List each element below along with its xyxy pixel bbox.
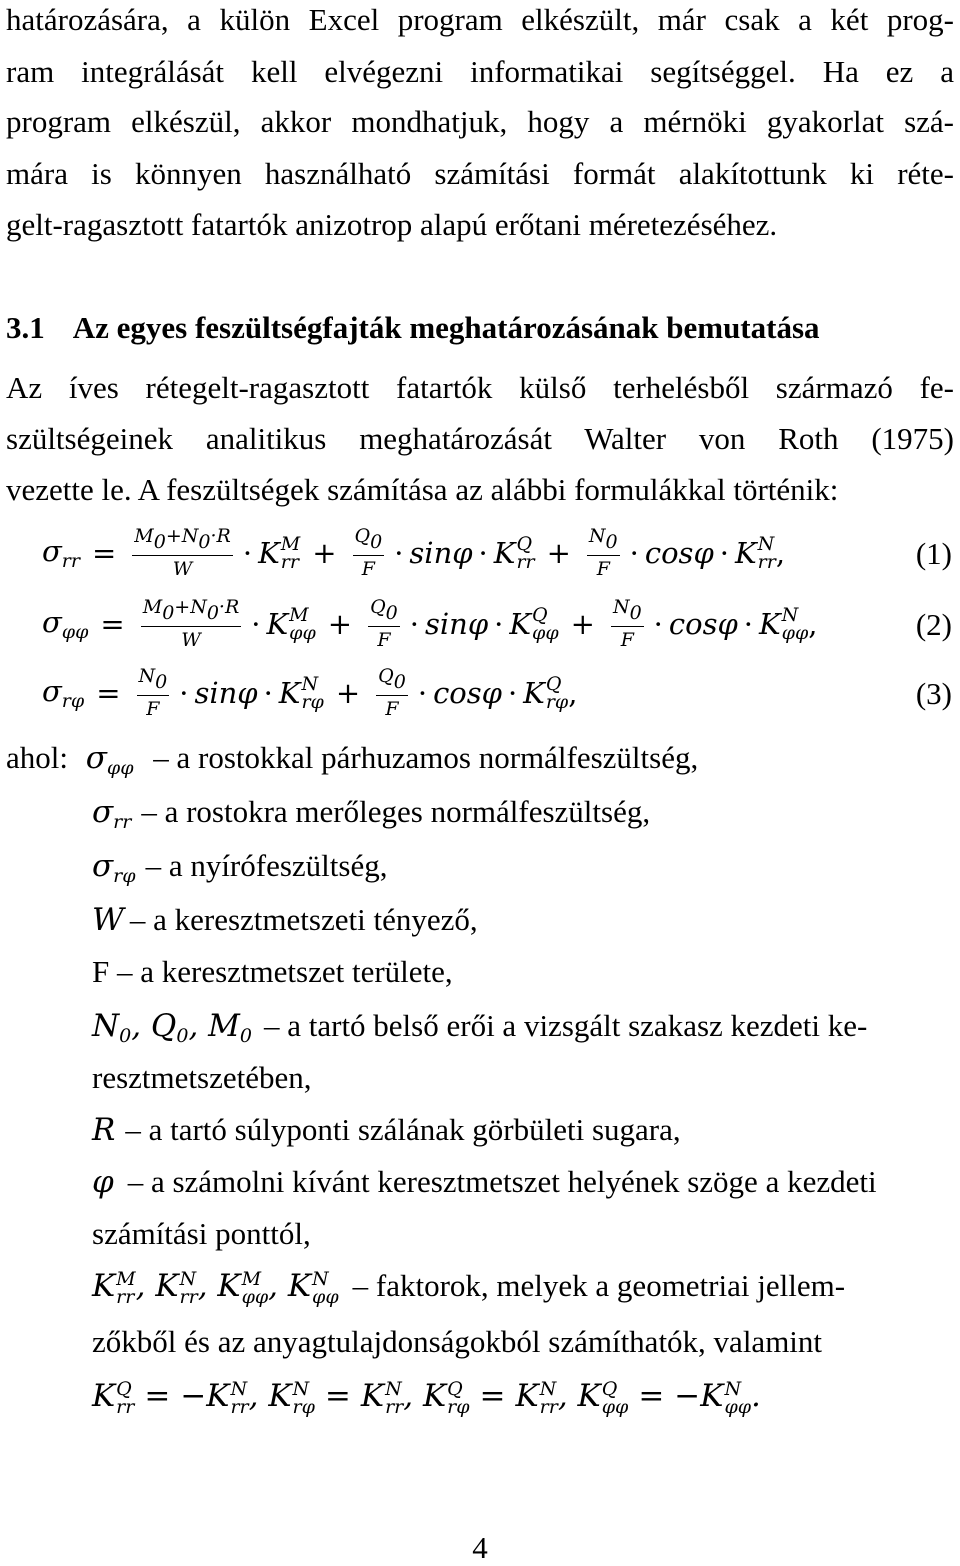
definitions-prefix: ahol: (6, 740, 68, 775)
definition-sigma-rphi: $\sigma_{r\varphi}$ – a nyírófeszültség, (92, 848, 388, 887)
definition-text: a tartó súlyponti szálának görbületi sugara, (148, 1112, 681, 1147)
equation-1: $\sigma_{rr}$ = $\frac{M_0+N_0\cdot R}{W}$ · K M rr + $\frac{Q_0}{F}$ · sinφ · K Q rr + $\frac{N_0}{F}$ · cosφ · K N rr , (42, 525, 786, 580)
definition-r: R – a tartó súlyponti szálának görbületi sugara, (92, 1112, 681, 1148)
definition-text: F – a keresztmetszet területe, (92, 954, 453, 989)
definition-factors-cont (92, 1322, 822, 1362)
definition-text: a rostokra merőleges normálfeszültség, (164, 794, 651, 829)
section-line-1: Az íves rétegelt-ragasztott fatartók külső terhelésből származó fe- (6, 370, 954, 405)
equation-number-3: (3) (915, 676, 952, 711)
definition-text: a tartó belső erői a vizsgált szakasz kezdeti ke- (287, 1008, 868, 1043)
section-title: Az egyes feszültségfajták meghatározásának bemutatása (72, 310, 820, 345)
intro-line-3: program elkészül, akkor mondhatjuk, hogy a mérnöki gyakorlat szá- (6, 104, 954, 139)
definition-factors: K M rr , K N rr , K M φφ , K N φφ – faktorok, melyek a geometriai jellem- (92, 1267, 846, 1308)
intro-line-5: gelt-ragasztott fatartók anizotrop alapú erőtani méretezéséhez. (6, 207, 778, 242)
section-heading (6, 310, 820, 346)
equation-3: $\sigma_{r\varphi}$ = $\frac{N_0}{F}$ · sinφ · K N rφ + $\frac{Q_0}{F}$ · cosφ · K Q rφ , (42, 665, 578, 720)
intro-line-4: mára is könnyen használható számítási formát alakítottunk ki réte- (6, 156, 954, 191)
section-line-2: szültségeinek analitikus meghatározását Walter von Roth (1975) (6, 421, 954, 456)
equation-2: $\sigma_{\varphi\varphi}$ = $\frac{M_0+N_0\cdot R}{W}$ · K M φφ + $\frac{Q_0}{F}$ · sinφ · K Q φφ + $\frac{N_0}{F}$ · cosφ · K N φφ , (42, 596, 818, 651)
definition-text: a rostokkal párhuzamos normálfeszültség, (176, 740, 699, 775)
definition-text: resztmetszetében, (92, 1060, 312, 1095)
definition-sigma-phiphi: ahol: $\sigma_{\varphi\varphi}$ – a rostokkal párhuzamos normálfeszültség, (6, 740, 699, 779)
definition-forces: $N_0$, $Q_0$, $M_0$ – a tartó belső erői a vizsgált szakasz kezdeti ke- (92, 1008, 868, 1047)
definition-text: számítási ponttól, (92, 1216, 311, 1251)
intro-line-2: ram integrálását kell elvégezni informatikai segítséggel. Ha ez a (6, 54, 954, 89)
equation-number-1: (1) (915, 536, 952, 571)
definition-forces-cont (92, 1058, 311, 1098)
definition-text: zőkből és az anyagtulajdonságokból számíthatók, valamint (92, 1324, 823, 1359)
intro-line-1: határozására, a külön Excel program elkészült, már csak a két prog- (6, 2, 954, 37)
definition-text: a nyírófeszültség, (168, 848, 388, 883)
section-number: 3.1 (6, 310, 45, 345)
section-line-3: vezette le. A feszültségek számítása az alábbi formulákkal történik: (6, 472, 839, 507)
definition-w: W – a keresztmetszeti tényező, (92, 902, 478, 938)
definition-sigma-rr: $\sigma_{rr}$ – a rostokra merőleges normálfeszültség, (92, 794, 651, 833)
equation-number-2: (2) (915, 607, 952, 642)
definition-phi: φ – a számolni kívánt keresztmetszet helyének szöge a kezdeti (92, 1164, 877, 1200)
definition-text: a számolni kívánt keresztmetszet helyének szöge a kezdeti (150, 1164, 877, 1199)
definition-text: a keresztmetszeti tényező, (153, 902, 478, 937)
definition-phi-cont (92, 1214, 311, 1254)
definition-f (92, 952, 453, 992)
definition-text: faktorok, melyek a geometriai jellem- (375, 1268, 846, 1303)
factor-relations: K Q rr = −K N rr , K N rφ = K N rr , K Q rφ = K N rr , K Q φφ = −K N φφ . (92, 1377, 761, 1418)
page-number: 4 (472, 1530, 488, 1565)
